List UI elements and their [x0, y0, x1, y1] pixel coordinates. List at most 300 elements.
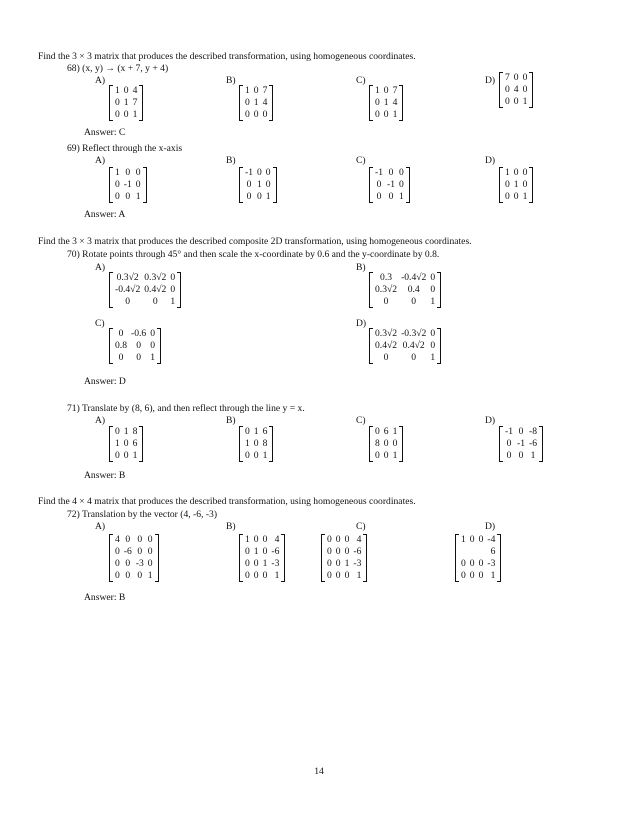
matrix-cell: 7: [392, 85, 398, 96]
matrix-cell: 0: [257, 167, 262, 178]
matrix-cell: 4: [274, 534, 280, 545]
matrix-cell: 0: [152, 296, 158, 307]
matrix-cell: 0: [388, 191, 394, 202]
matrix-cell: 0.4: [407, 284, 420, 295]
matrix-cell: 0: [399, 179, 404, 190]
matrix-cell: 1: [132, 109, 138, 120]
q72-option-c-matrix: [322, 534, 366, 582]
matrix-cell: 0.4√2: [144, 284, 167, 295]
matrix-cell: 0.4√2: [402, 340, 425, 351]
matrix-cell: 0: [245, 546, 250, 557]
q70-option-a-label: A): [95, 262, 106, 273]
matrix-cell: 0: [344, 570, 350, 581]
matrix-cell: 6: [262, 426, 268, 437]
matrix-cell: -0.6: [131, 328, 147, 339]
matrix-cell: 0: [265, 179, 271, 190]
bracket-right: [139, 85, 143, 121]
matrix-cell: 0: [253, 85, 259, 96]
q70-option-b-label: B): [356, 262, 366, 273]
bracket-right: [399, 85, 403, 121]
bracket-left: [109, 85, 113, 121]
matrix-cell: 0: [383, 85, 389, 96]
matrix-cell: 4: [132, 85, 138, 96]
q72-option-b-label: B): [226, 521, 236, 532]
matrix-cell: 0: [327, 534, 332, 545]
matrix-cell: 7: [132, 97, 138, 108]
matrix-cell: 0: [246, 179, 252, 190]
q71-option-c-label: C): [356, 415, 366, 426]
matrix-cell: 0: [344, 546, 350, 557]
matrix-cell: -6: [529, 438, 537, 449]
bracket-right: [269, 426, 273, 462]
answer-70: Answer: D: [84, 376, 126, 387]
matrix-cell: -0.3√2: [401, 328, 427, 339]
matrix-cell: 0: [469, 570, 475, 581]
q68-option-a-label: A): [95, 75, 106, 86]
matrix-cell: 0: [505, 179, 510, 190]
q72-option-a-matrix: [110, 534, 158, 582]
matrix-cell: 0.3√2: [116, 272, 139, 283]
matrix-cell: 0: [388, 167, 394, 178]
matrix-cell: 0: [522, 167, 528, 178]
bracket-left: [239, 426, 243, 462]
matrix-cell: 1: [490, 570, 496, 581]
q68-option-c-matrix: [370, 85, 402, 121]
q71-option-d-label: D): [485, 415, 496, 426]
section-heading-2: Find the 3 × 3 matrix that produces the described composite 2D transformation, using homogeneous coordinates.: [38, 236, 472, 247]
bracket-right: [399, 426, 403, 462]
matrix-cell: 0: [430, 340, 436, 351]
matrix-cell: -1: [123, 179, 132, 190]
matrix-cell: 1: [257, 179, 262, 190]
matrix-cell: [477, 546, 486, 558]
matrix-cell: 1: [123, 97, 129, 108]
matrix-cell: 6: [132, 438, 138, 449]
matrix-cell: [468, 546, 477, 558]
matrix-cell: 1: [253, 546, 259, 557]
matrix-cell: -3: [353, 558, 362, 569]
bracket-right: [497, 534, 501, 582]
q68-option-d-matrix: [500, 72, 532, 108]
matrix-cell: 0.4√2: [375, 340, 398, 351]
matrix-cell: 1: [430, 296, 436, 307]
matrix-cell: 0: [245, 426, 250, 437]
matrix-cell: 1: [262, 450, 268, 461]
bracket-left: [321, 534, 325, 582]
q70-option-a-matrix: [110, 272, 180, 308]
bracket-right: [139, 426, 143, 462]
matrix-cell: 0: [253, 558, 259, 569]
matrix-cell: 0: [253, 109, 259, 120]
matrix-cell: 0: [118, 352, 124, 363]
matrix-cell: 0: [170, 272, 176, 283]
bracket-left: [239, 85, 243, 121]
q69-option-d-label: D): [485, 155, 496, 166]
matrix-cell: 0: [115, 546, 120, 557]
bracket-right: [437, 272, 441, 308]
matrix-cell: 0: [123, 438, 129, 449]
matrix-cell: 0: [383, 352, 389, 363]
matrix-cell: 0: [335, 570, 341, 581]
q69-option-a-label: A): [95, 155, 106, 166]
matrix-cell: 1: [344, 558, 350, 569]
matrix-cell: 1: [170, 296, 176, 307]
bracket-right: [363, 534, 367, 582]
q72-option-b-matrix: [240, 534, 284, 582]
matrix-cell: 0: [125, 167, 131, 178]
answer-72: Answer: B: [84, 592, 126, 603]
matrix-cell: 0: [518, 426, 524, 437]
matrix-cell: 0.3√2: [375, 284, 398, 295]
bracket-right: [281, 534, 285, 582]
matrix-cell: 0: [383, 296, 389, 307]
matrix-cell: 0: [123, 109, 129, 120]
matrix-cell: 0: [115, 426, 120, 437]
matrix-cell: 0: [123, 85, 129, 96]
matrix-cell: 4: [356, 534, 362, 545]
matrix-cell: 4: [392, 97, 398, 108]
page-number: 14: [314, 766, 324, 777]
matrix-cell: 0: [253, 438, 259, 449]
q68-option-b-label: B): [226, 75, 236, 86]
matrix-cell: 0: [430, 284, 436, 295]
matrix-cell: 0: [257, 191, 262, 202]
matrix-cell: -6: [271, 546, 280, 557]
matrix-cell: 0: [469, 558, 475, 569]
matrix-cell: 0: [335, 558, 341, 569]
matrix-cell: 0: [136, 340, 141, 351]
q69-option-a-matrix: [110, 167, 146, 203]
matrix-cell: 0: [115, 109, 120, 120]
matrix-cell: [459, 546, 468, 558]
matrix-cell: 0: [513, 167, 519, 178]
matrix-cell: 0: [513, 96, 519, 107]
matrix-cell: 0: [115, 97, 120, 108]
bracket-right: [155, 534, 159, 582]
q68-option-a-matrix: [110, 85, 142, 121]
matrix-cell: 1: [115, 167, 120, 178]
matrix-cell: 1: [375, 85, 380, 96]
matrix-cell: 0: [262, 109, 268, 120]
matrix-cell: 0: [513, 191, 519, 202]
matrix-cell: 0: [147, 534, 153, 545]
q70-option-c-label: C): [95, 318, 105, 329]
matrix-cell: 0: [506, 438, 512, 449]
matrix-cell: 1: [356, 570, 362, 581]
answer-69: Answer: A: [84, 209, 126, 220]
q68-option-c-label: C): [356, 75, 366, 86]
bracket-left: [109, 167, 113, 203]
matrix-cell: -6: [123, 546, 132, 557]
matrix-cell: 0: [383, 438, 389, 449]
matrix-cell: 0: [147, 546, 153, 557]
bracket-left: [109, 272, 113, 308]
matrix-cell: -8: [529, 426, 537, 437]
q70-option-c-matrix: [110, 328, 160, 364]
matrix-cell: 0: [478, 570, 484, 581]
matrix-cell: -1: [505, 426, 513, 437]
matrix-cell: 0: [505, 191, 510, 202]
bracket-left: [109, 328, 113, 364]
q72-option-d-label: D): [485, 521, 496, 532]
matrix-cell: 0: [327, 570, 332, 581]
q71-option-c-matrix: [370, 426, 402, 462]
matrix-cell: 0: [150, 340, 155, 351]
matrix-cell: 0: [253, 570, 259, 581]
matrix-cell: 1: [274, 570, 280, 581]
matrix-cell: -1: [517, 438, 525, 449]
bracket-left: [369, 167, 373, 203]
matrix-cell: 7: [505, 72, 510, 83]
bracket-right: [143, 167, 147, 203]
bracket-right: [437, 328, 441, 364]
matrix-cell: 0: [245, 97, 250, 108]
question-69-text: 69) Reflect through the x-axis: [67, 143, 183, 154]
matrix-cell: -3: [271, 558, 280, 569]
question-70-text: 70) Rotate points through 45° and then scale the x-coordinate by 0.6 and the y-coordinate by 0.8.: [67, 249, 440, 260]
matrix-cell: 0: [506, 450, 512, 461]
matrix-cell: 1: [392, 450, 398, 461]
bracket-left: [499, 167, 503, 203]
matrix-cell: 0: [375, 426, 380, 437]
bracket-right: [157, 328, 161, 364]
matrix-cell: -3: [135, 558, 144, 569]
q70-option-d-label: D): [356, 318, 367, 329]
matrix-cell: 0: [430, 328, 436, 339]
bracket-right: [269, 85, 273, 121]
matrix-cell: 0: [115, 558, 120, 569]
matrix-cell: -4: [487, 534, 496, 545]
matrix-cell: 0: [125, 558, 131, 569]
matrix-cell: 0: [262, 570, 268, 581]
matrix-cell: 0: [478, 558, 484, 569]
bracket-left: [455, 534, 459, 582]
matrix-cell: 1: [262, 558, 268, 569]
bracket-right: [273, 167, 277, 203]
bracket-left: [109, 426, 113, 462]
q71-option-a-matrix: [110, 426, 142, 462]
matrix-cell: 0: [115, 570, 120, 581]
matrix-cell: 0: [125, 534, 131, 545]
matrix-cell: 1: [513, 179, 519, 190]
matrix-cell: 1: [147, 570, 153, 581]
matrix-cell: 1: [392, 426, 398, 437]
matrix-cell: 4: [262, 97, 268, 108]
matrix-cell: -1: [387, 179, 395, 190]
matrix-cell: 0: [335, 534, 341, 545]
q69-option-c-matrix: [370, 167, 409, 203]
matrix-cell: 4: [513, 84, 519, 95]
matrix-cell: 4: [115, 534, 120, 545]
q70-option-b-matrix: [370, 272, 440, 308]
q68-option-d-label: D): [485, 75, 496, 86]
matrix-cell: 0: [469, 534, 475, 545]
matrix-cell: 0: [399, 167, 404, 178]
matrix-cell: 0: [461, 558, 466, 569]
bracket-left: [239, 534, 243, 582]
q69-option-b-label: B): [226, 155, 236, 166]
q68-option-b-matrix: [240, 85, 272, 121]
matrix-cell: 0: [137, 570, 143, 581]
matrix-cell: 0: [245, 570, 250, 581]
matrix-cell: 1: [245, 438, 250, 449]
matrix-cell: 0: [253, 450, 259, 461]
matrix-cell: 1: [115, 438, 120, 449]
matrix-cell: -1: [245, 167, 253, 178]
matrix-cell: 1: [245, 534, 250, 545]
matrix-cell: 0.3√2: [375, 328, 398, 339]
matrix-cell: 8: [262, 438, 268, 449]
matrix-cell: 1: [150, 352, 155, 363]
bracket-left: [369, 272, 373, 308]
matrix-cell: 0: [125, 296, 131, 307]
matrix-cell: 0: [125, 191, 131, 202]
matrix-cell: 0: [522, 84, 528, 95]
q72-option-c-label: C): [356, 521, 366, 532]
matrix-cell: 0: [253, 534, 259, 545]
matrix-cell: 8: [375, 438, 380, 449]
matrix-cell: 0: [327, 546, 332, 557]
matrix-cell: 0: [245, 558, 250, 569]
matrix-cell: 0: [136, 352, 141, 363]
matrix-cell: 0: [505, 84, 510, 95]
matrix-cell: 1: [265, 191, 271, 202]
matrix-cell: 0: [327, 558, 332, 569]
matrix-cell: 1: [253, 97, 259, 108]
matrix-cell: 0: [125, 570, 131, 581]
matrix-cell: 0: [505, 96, 510, 107]
matrix-cell: 0: [335, 546, 341, 557]
matrix-cell: 0: [522, 179, 528, 190]
matrix-cell: 0: [262, 546, 268, 557]
matrix-cell: 0: [376, 191, 382, 202]
matrix-cell: 1: [115, 85, 120, 96]
matrix-cell: 1: [383, 97, 389, 108]
matrix-cell: 0: [245, 450, 250, 461]
matrix-cell: 0: [265, 167, 271, 178]
matrix-cell: 0: [383, 450, 389, 461]
matrix-cell: 0: [115, 450, 120, 461]
q69-option-c-label: C): [356, 155, 366, 166]
bracket-right: [177, 272, 181, 308]
matrix-cell: 0: [375, 109, 380, 120]
matrix-cell: 0: [137, 546, 143, 557]
matrix-cell: 0: [383, 109, 389, 120]
matrix-cell: 0: [147, 558, 153, 569]
bracket-left: [239, 167, 243, 203]
matrix-cell: 0: [246, 191, 252, 202]
matrix-cell: 1: [530, 450, 536, 461]
matrix-cell: -3: [487, 558, 496, 569]
bracket-left: [499, 72, 503, 108]
matrix-cell: 0.3√2: [144, 272, 167, 283]
matrix-cell: 1: [430, 352, 436, 363]
answer-68: Answer: C: [84, 127, 126, 138]
matrix-cell: 0: [118, 328, 124, 339]
matrix-cell: 1: [461, 534, 466, 545]
bracket-left: [499, 426, 503, 462]
matrix-cell: -6: [353, 546, 362, 557]
matrix-cell: 0: [170, 284, 176, 295]
question-71-text: 71) Translate by (8, 6), and then reflect through the line y = x.: [67, 403, 305, 414]
matrix-cell: 0: [518, 450, 524, 461]
matrix-cell: 0: [478, 534, 484, 545]
matrix-cell: 0: [344, 534, 350, 545]
section-heading-3: Find the 4 × 4 matrix that produces the described transformation, using homogeneous coordinates.: [38, 496, 416, 507]
matrix-cell: 0: [123, 450, 129, 461]
matrix-cell: 8: [132, 426, 138, 437]
q71-option-b-label: B): [226, 415, 236, 426]
matrix-cell: 1: [123, 426, 129, 437]
question-68-text: 68) (x, y) → (x + 7, y + 4): [67, 63, 169, 74]
q69-option-b-matrix: [240, 167, 276, 203]
bracket-left: [369, 426, 373, 462]
bracket-right: [539, 426, 543, 462]
matrix-cell: 0: [461, 570, 466, 581]
q71-option-a-label: A): [95, 415, 106, 426]
matrix-cell: 0: [392, 438, 398, 449]
matrix-cell: 0: [115, 179, 120, 190]
matrix-cell: 0: [262, 534, 268, 545]
bracket-left: [369, 85, 373, 121]
matrix-cell: 1: [392, 109, 398, 120]
matrix-cell: -0.4√2: [401, 272, 427, 283]
matrix-cell: 1: [132, 450, 138, 461]
bracket-left: [369, 328, 373, 364]
matrix-cell: 0: [411, 352, 417, 363]
matrix-cell: 6: [383, 426, 389, 437]
matrix-cell: 0: [430, 272, 436, 283]
matrix-cell: 0: [115, 191, 120, 202]
matrix-cell: 1: [505, 167, 510, 178]
matrix-cell: 1: [522, 96, 528, 107]
bracket-right: [406, 167, 410, 203]
matrix-cell: 1: [522, 191, 528, 202]
bracket-right: [529, 72, 533, 108]
q70-option-d-matrix: [370, 328, 440, 364]
matrix-cell: 1: [135, 191, 141, 202]
matrix-cell: 0: [513, 72, 519, 83]
matrix-cell: 0.3: [380, 272, 393, 283]
matrix-cell: 0: [245, 109, 250, 120]
matrix-cell: 0: [135, 167, 141, 178]
q71-option-b-matrix: [240, 426, 272, 462]
matrix-cell: -0.4√2: [115, 284, 141, 295]
matrix-cell: 0: [375, 97, 380, 108]
bracket-right: [529, 167, 533, 203]
matrix-cell: 0: [150, 328, 155, 339]
matrix-cell: 0.8: [115, 340, 127, 351]
matrix-cell: 0: [411, 296, 417, 307]
matrix-cell: -1: [375, 167, 383, 178]
matrix-cell: 0: [137, 534, 143, 545]
matrix-cell: 0: [522, 72, 528, 83]
matrix-cell: 0: [135, 179, 141, 190]
q72-option-d-matrix: [456, 534, 500, 582]
question-72-text: 72) Translation by the vector (4, -6, -3): [67, 509, 218, 520]
q72-option-a-label: A): [95, 521, 106, 532]
q71-option-d-matrix: [500, 426, 542, 462]
answer-71: Answer: B: [84, 470, 126, 481]
matrix-cell: 1: [399, 191, 404, 202]
matrix-cell: 6: [490, 546, 496, 557]
matrix-cell: 0: [375, 450, 380, 461]
matrix-cell: 0: [376, 179, 382, 190]
matrix-cell: 7: [262, 85, 268, 96]
q69-option-d-matrix: [500, 167, 532, 203]
section-heading-1: Find the 3 × 3 matrix that produces the described transformation, using homogeneous coordinates.: [38, 51, 416, 62]
bracket-left: [109, 534, 113, 582]
